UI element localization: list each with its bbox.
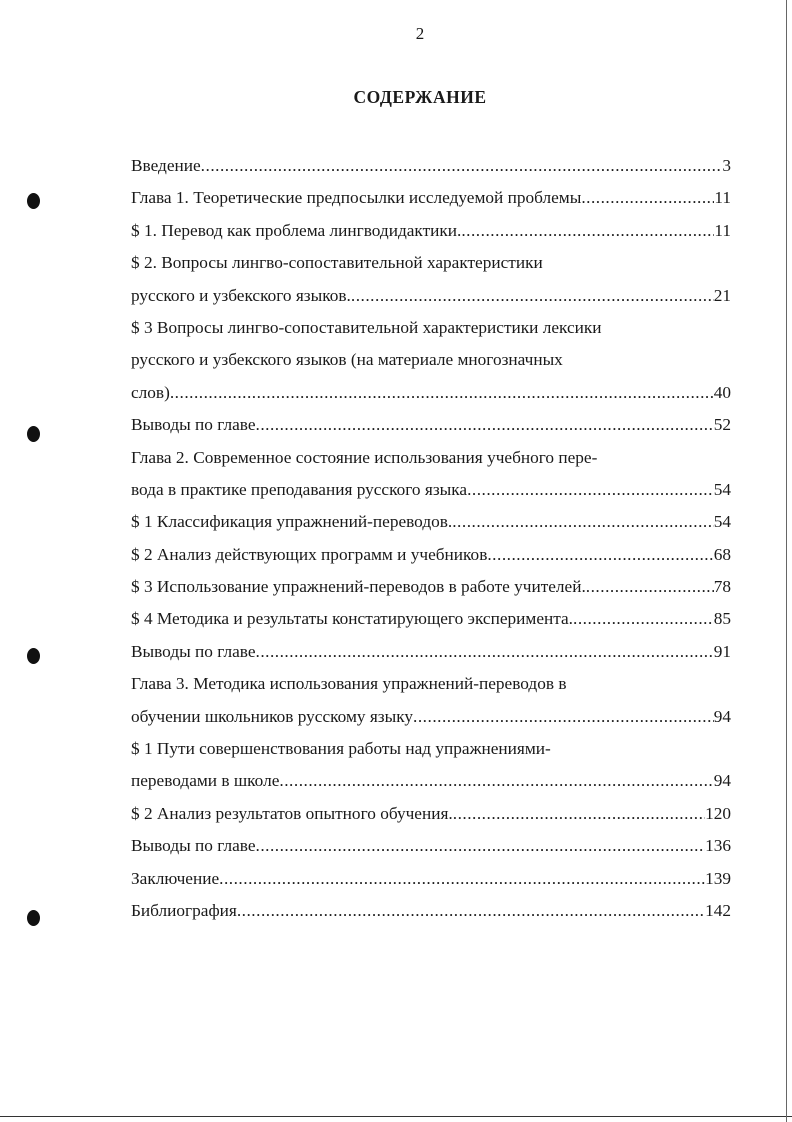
dot-leader: [256, 830, 706, 862]
toc-entry-text: $ 2. Вопросы лингво-сопоставительной характеристики: [131, 253, 543, 273]
toc-entry-text: Библиография: [131, 900, 237, 920]
toc-entry-text: русского и узбекского языков (на материале многозначных: [131, 350, 563, 370]
punch-hole: [27, 648, 40, 664]
dot-leader: [237, 895, 705, 927]
toc-page-number: 120: [705, 803, 731, 823]
toc-page-number: 94: [713, 771, 731, 791]
toc-entry: [131, 863, 731, 895]
toc-entry-text: слов): [131, 382, 170, 402]
dot-leader: [581, 182, 714, 214]
toc-entry: [131, 215, 731, 247]
dot-leader: [573, 603, 714, 635]
punch-hole: [27, 910, 40, 926]
toc-entry-text: переводами в школе: [131, 771, 280, 791]
toc-entry-text: $ 1 Пути совершенствования работы над упражнениями-: [131, 739, 551, 759]
toc-entry-text: обучении школьников русскому языку: [131, 706, 414, 726]
toc-entry: [131, 150, 731, 182]
dot-leader: [467, 474, 714, 506]
punch-hole: [27, 193, 40, 209]
toc-entry-text: Глава 1. Теоретические предпосылки исследуемой проблемы: [131, 188, 582, 208]
toc-entry: [131, 733, 731, 798]
toc-entry-text: $ 2 Анализ результатов опытного обучения.: [131, 803, 453, 823]
toc-entry: [131, 636, 731, 668]
toc-entry-text: вода в практике преподавания русского языка: [131, 479, 468, 499]
toc-page-number: 52: [713, 415, 731, 435]
toc-page-number: 54: [713, 479, 731, 499]
toc-entry: [131, 312, 731, 409]
toc-page-number: 11: [714, 220, 731, 240]
dot-leader: [256, 409, 714, 441]
toc-entry-text: Введение: [131, 156, 201, 175]
toc-page-number: 139: [705, 868, 731, 888]
dot-leader: [351, 280, 714, 312]
toc-page-number: 21: [713, 285, 731, 305]
toc-entry: [131, 409, 731, 441]
toc-entry-text: $ 1. Перевод как проблема лингводидактики.: [131, 220, 462, 240]
dot-leader: [453, 798, 705, 830]
table-of-contents: [131, 150, 731, 927]
dot-leader: [170, 377, 714, 409]
toc-entry: [131, 182, 731, 214]
toc-entry-text: Выводы по главе: [131, 415, 256, 435]
dot-leader: [201, 150, 723, 182]
toc-entry-text: $ 3 Вопросы лингво-сопоставительной характеристики лексики: [131, 317, 602, 337]
toc-entry: [131, 571, 731, 603]
toc-entry: [131, 539, 731, 571]
toc-entry: [131, 247, 731, 312]
toc-entry-text: $ 1 Классификация упражнений-переводов.: [131, 512, 453, 532]
toc-page-number: 85: [713, 609, 731, 629]
toc-entry: [131, 603, 731, 635]
dot-leader: [219, 863, 705, 895]
scan-edge-line: [786, 0, 787, 1122]
scan-edge-line: [0, 1116, 792, 1117]
toc-entry-text: $ 4 Методика и результаты констатирующего эксперимента.: [131, 609, 574, 629]
toc-page-number: 94: [713, 706, 731, 726]
toc-entry: [131, 668, 731, 733]
toc-entry: [131, 830, 731, 862]
toc-entry-text: Выводы по главе: [131, 836, 256, 856]
toc-page-number: 68: [713, 544, 731, 564]
toc-page-number: 11: [714, 188, 731, 208]
toc-entry-text: Глава 3. Методика использования упражнений-переводов в: [131, 674, 567, 694]
dot-leader: [461, 215, 714, 247]
toc-entry-text: Заключение: [131, 868, 220, 888]
toc-page-number: 91: [713, 641, 731, 661]
toc-entry-text: Выводы по главе: [131, 641, 256, 661]
page-title: СОДЕРЖАНИЕ: [353, 87, 487, 107]
punch-hole: [27, 426, 40, 442]
toc-entry-text: Глава 2. Современное состояние использования учебного пере-: [131, 447, 598, 467]
dot-leader: [279, 765, 713, 797]
toc-entry: [131, 798, 731, 830]
toc-entry: [131, 442, 731, 507]
toc-page-number: 136: [705, 836, 731, 856]
dot-leader: [452, 506, 713, 538]
toc-page-number: 54: [713, 512, 731, 532]
toc-entry: [131, 506, 731, 538]
toc-page-number: 142: [705, 900, 731, 920]
toc-entry-text: русского и узбекского языков.: [131, 285, 351, 305]
toc-entry: [131, 895, 731, 927]
dot-leader: [413, 701, 714, 733]
toc-entry-text: $ 2 Анализ действующих программ и учебников: [131, 544, 488, 564]
dot-leader: [487, 539, 713, 571]
toc-page-number: 3: [722, 156, 731, 175]
toc-page-number: 40: [713, 382, 731, 402]
dot-leader: [586, 571, 714, 603]
page-number: 2: [415, 24, 425, 43]
toc-page-number: 78: [713, 577, 731, 597]
dot-leader: [256, 636, 714, 668]
toc-entry-text: $ 3 Использование упражнений-переводов в работе учителей.: [131, 577, 586, 597]
